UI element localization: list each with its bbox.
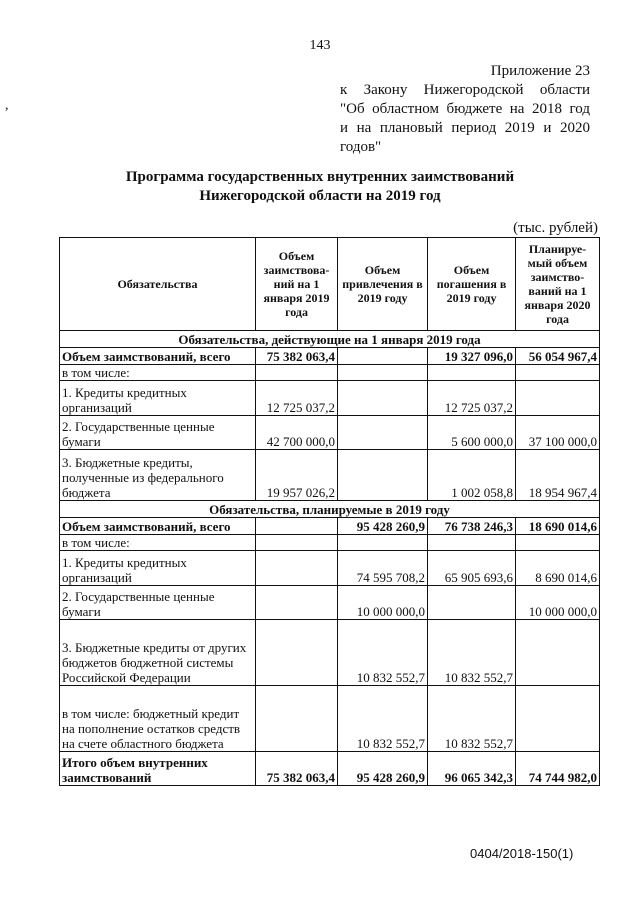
margin-mark: , [5, 98, 9, 113]
table-row: в том числе: [60, 535, 600, 551]
appendix-line-1: Приложение 23 [490, 63, 590, 79]
table-row: Объем заимствований, всего 95 428 260,9 76 738 246,3 18 690 014,6 [60, 518, 600, 535]
header-repayment-2019: Объем погашения в 2019 году [428, 238, 516, 331]
table-row: Объем заимствований, всего 75 382 063,4 19 327 096,0 56 054 967,4 [60, 348, 600, 365]
appendix-header [340, 62, 590, 157]
header-obligations: Обязательства [60, 238, 256, 331]
table-row: 1. Кредиты кредитных организаций 12 725 037,2 12 725 037,2 [60, 381, 600, 416]
borrowing-table [59, 237, 600, 786]
header-planned-jan-2020: Планируе-мый объем заимство-ваний на 1 января 2020 года [516, 238, 600, 331]
document-title [0, 168, 640, 206]
title-line-2: Нижегородской области на 2019 год [199, 188, 441, 204]
units-label: (тыс. рублей) [513, 220, 598, 236]
section-planned-obligations: Обязательства, планируемые в 2019 году [60, 501, 600, 518]
appendix-line-3: "Об областном бюджете на 2018 год [340, 101, 590, 117]
page-number: 143 [309, 38, 331, 53]
appendix-line-4: и на плановый период 2019 и 2020 [340, 120, 590, 136]
document-code: 0404/2018-150(1) [470, 846, 574, 861]
header-volume-jan-2019: Объем заимствова-ний на 1 января 2019 года [256, 238, 338, 331]
appendix-line-2: к Закону Нижегородской области [340, 82, 590, 98]
table-row: в том числе: бюджетный кредит на пополнение остатков средств на счете областного бюджета 10 832 552,7 10 832 552,7 [60, 686, 600, 752]
section-existing-obligations: Обязательства, действующие на 1 января 2019 года [60, 331, 600, 348]
table-row: 1. Кредиты кредитных организаций 74 595 708,2 65 905 693,6 8 690 014,6 [60, 551, 600, 586]
table-row: 2. Государственные ценные бумаги 42 700 000,0 5 600 000,0 37 100 000,0 [60, 416, 600, 450]
appendix-line-5: годов" [340, 139, 382, 155]
table-row: 2. Государственные ценные бумаги 10 000 000,0 10 000 000,0 [60, 586, 600, 620]
header-attraction-2019: Объем привлечения в 2019 году [338, 238, 428, 331]
table-row-total: Итого объем внутренних заимствований 75 382 063,4 95 428 260,9 96 065 342,3 74 744 982,0 [60, 752, 600, 786]
table-row: в том числе: [60, 365, 600, 381]
title-line-1: Программа государственных внутренних заимствований [125, 169, 515, 185]
table-row: 3. Бюджетные кредиты, полученные из федерального бюджета 19 957 026,2 1 002 058,8 18 954 967,4 [60, 450, 600, 501]
table-row: 3. Бюджетные кредиты от других бюджетов бюджетной системы Российской Федерации 10 832 552,7 10 832 552,7 [60, 620, 600, 686]
